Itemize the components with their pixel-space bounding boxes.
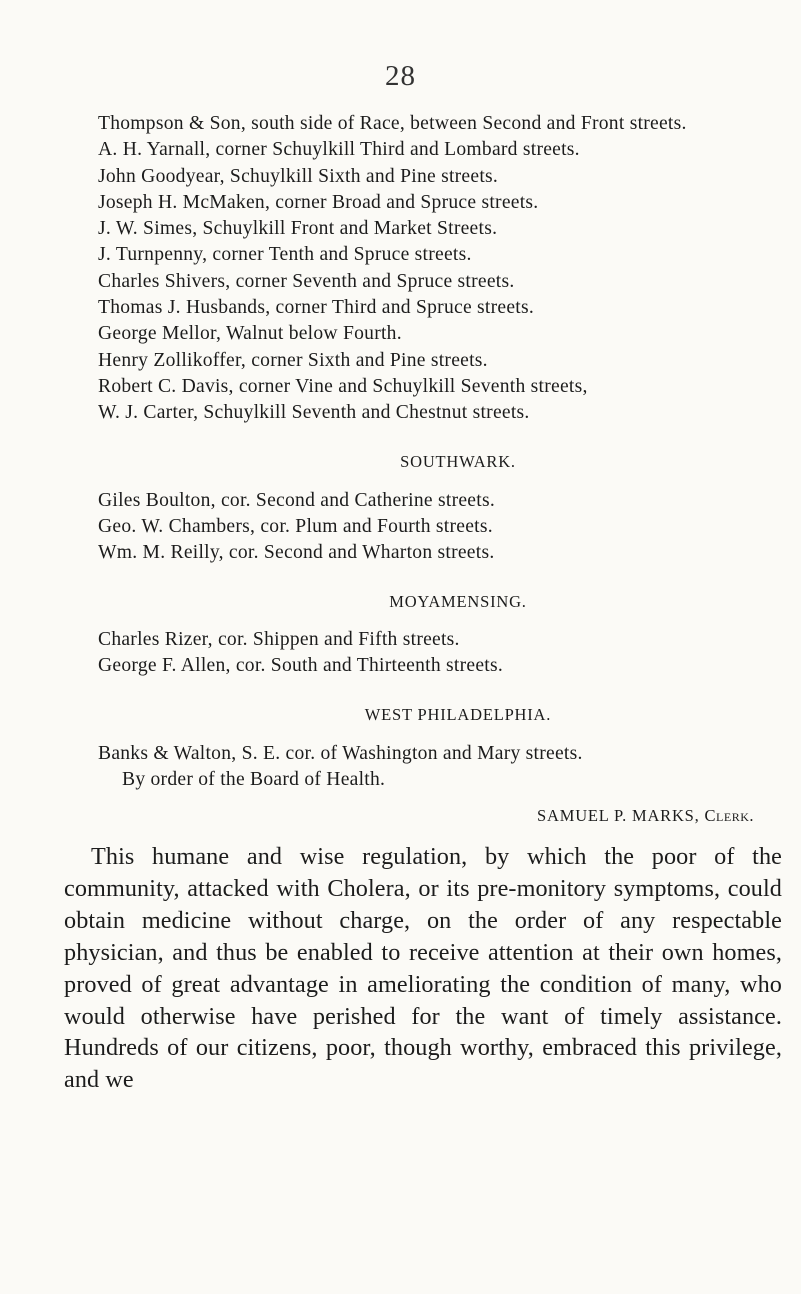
signature	[98, 803, 778, 829]
listing-entry: Thompson & Son, south side of Race, between Second and Front streets.	[98, 113, 687, 134]
listing-entry: Banks & Walton, S. E. cor. of Washington and Mary streets.	[98, 742, 583, 764]
order-line: By order of the Board of Health.	[122, 769, 386, 791]
listing-entry: Wm. M. Reilly, cor. Second and Wharton streets.	[98, 542, 495, 564]
listing-entry: A. H. Yarnall, corner Schuylkill Third and Lombard streets.	[98, 139, 580, 161]
listing-entry: George F. Allen, cor. South and Thirteenth streets.	[98, 655, 503, 677]
listing-entry: Thomas J. Husbands, corner Third and Spruce streets.	[98, 297, 534, 319]
section-heading-moyamensing: MOYAMENSING.	[389, 591, 527, 611]
page-number: 28	[385, 60, 416, 92]
signature-name: SAMUEL P. MARKS,	[537, 805, 700, 825]
signature-title: Clerk.	[704, 805, 754, 825]
listing-entry: Geo. W. Chambers, cor. Plum and Fourth streets.	[98, 516, 493, 538]
listing-entry: Henry Zollikoffer, corner Sixth and Pine streets.	[98, 349, 488, 371]
listing-entry: J. W. Simes, Schuylkill Front and Market Streets.	[98, 218, 498, 240]
listing-entry: Joseph H. McMaken, corner Broad and Spruce streets.	[98, 191, 539, 213]
listing-entry: Charles Rizer, cor. Shippen and Fifth streets.	[98, 629, 460, 651]
body-paragraph: This humane and wise regulation, by which the poor of the community, attacked with Cholera, or its pre-monitory symptoms, could obtain medicine without charge, on the order of any respectable physician, and thus be enabled to receive attention at their own homes, proved of great advantage in ameliorating the condition of many, who would otherwise have perished for the want of timely assistance. Hundreds of our citizens, poor, though worthy, embraced this privilege, and we	[64, 843, 782, 1094]
listing-entry: J. Turnpenny, corner Tenth and Spruce streets.	[98, 244, 472, 266]
section-heading-southwark: SOUTHWARK.	[400, 451, 516, 471]
listing-entry: W. J. Carter, Schuylkill Seventh and Chestnut streets.	[98, 402, 530, 424]
listing-entry: Robert C. Davis, corner Vine and Schuylkill Seventh streets,	[98, 375, 588, 397]
section-heading-west-philadelphia: WEST PHILADELPHIA.	[364, 704, 552, 724]
listing-entry: Giles Boulton, cor. Second and Catherine streets.	[98, 489, 495, 511]
dispensary-listing	[98, 111, 778, 829]
listing-entry: George Mellor, Walnut below Fourth.	[98, 323, 402, 345]
listing-entry: Charles Shivers, corner Seventh and Spruce streets.	[98, 270, 515, 292]
listing-entry: John Goodyear, Schuylkill Sixth and Pine streets.	[98, 165, 499, 187]
